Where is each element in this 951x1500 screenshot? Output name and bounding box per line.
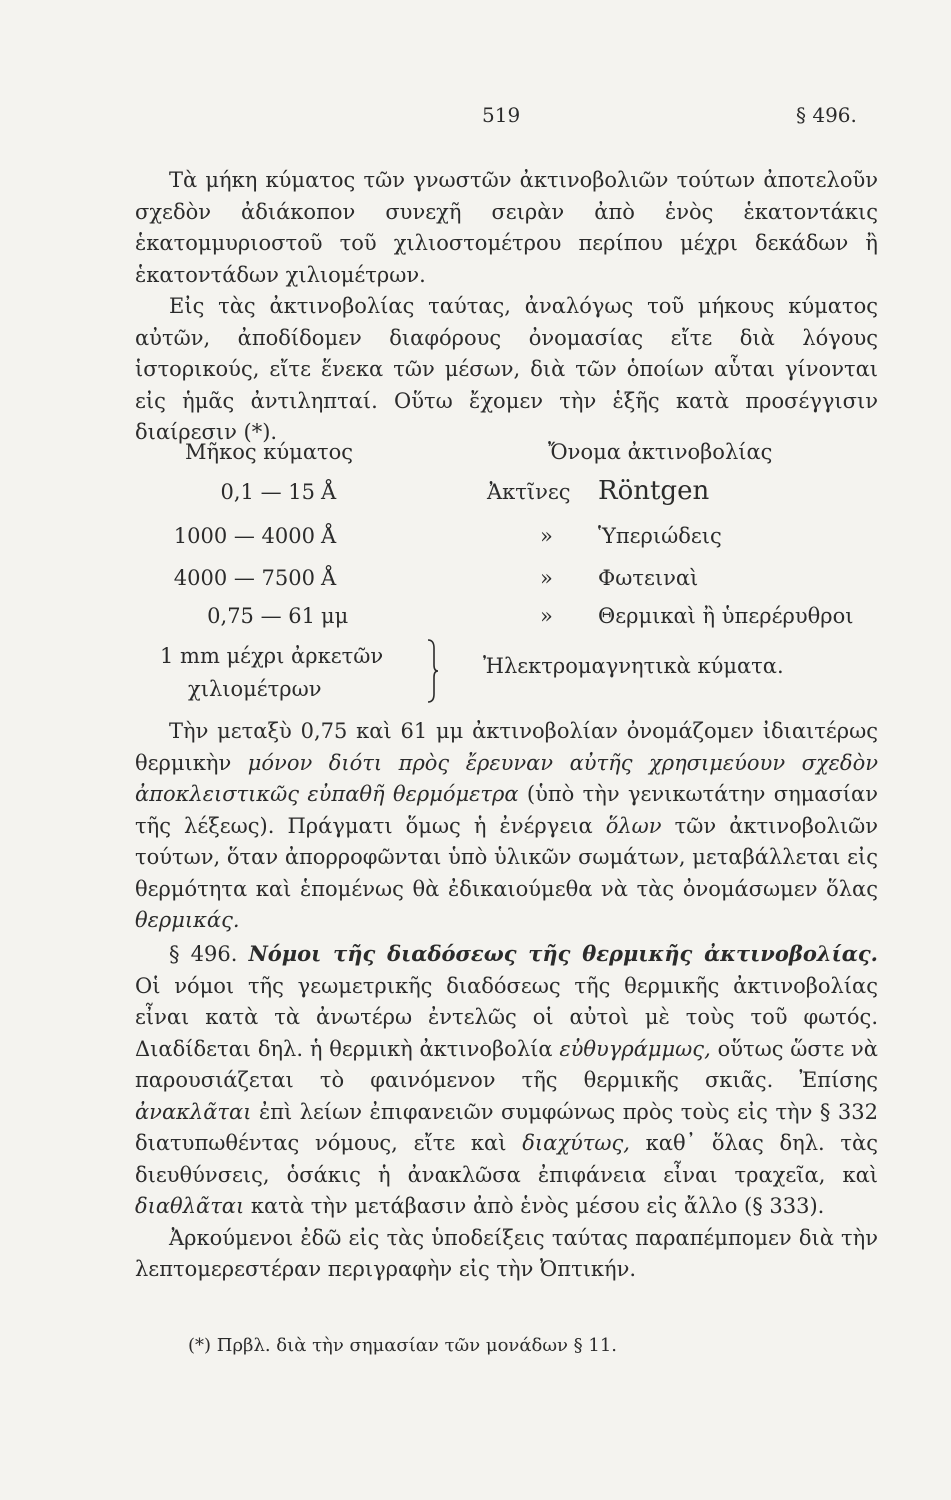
table-header-wavelength: Μῆκος κύματος (185, 440, 354, 464)
italic-run: μόνον διότι πρὸς ἔρευναν αὐτῆς χρησιμεύουν σχεδὸν ἀποκλειστικῶς εὐπαθῆ θερμόμετρα (135, 750, 878, 806)
footnote: (*) Πρβλ. διὰ τὴν σημασίαν τῶν μονάδων § 11. (188, 1335, 618, 1356)
radiation-name: Röntgen (598, 476, 710, 506)
text-run: καθ᾽ ὅλας δηλ. τὰς διευθύνσεις, ὁσάκις ἡ ἀνακλῶσα ἐπιφάνεια εἶναι τραχεῖα, καὶ (135, 1131, 878, 1187)
radiation-name: Ὑπεριώδεις (598, 524, 722, 548)
table-row (135, 566, 895, 602)
section-paragraph-1 (135, 938, 878, 1223)
text-run: Τὴν μεταξὺ 0,75 καὶ 61 μμ ἀκτινοβολίαν ὀνομάζομεν ἰδιαιτέρως θερμικὴν (135, 719, 878, 775)
page-number: 519 (482, 103, 521, 127)
table-row (135, 604, 895, 640)
text-run: κατὰ τὴν μετάβασιν ἀπὸ ἑνὸς μέσου εἰς ἄλλο (§ 333). (250, 1194, 825, 1218)
italic-run: εὐθυγράμμως, (559, 1036, 711, 1061)
intro-paragraph-2: Εἰς τὰς ἀκτινοβολίας ταύτας, ἀναλόγως τοῦ μήκους κύματος αὐτῶν, ἀποδίδομεν διαφόρους ὀνομασίας εἴτε διὰ λόγους ἱστορικούς, εἴτε ἕνεκα τῶν μέσων, διὰ τῶν ὁποίων αὗται γίνονται εἰς ἡμᾶς ἀντιληπταί. Οὕτω ἔχομεν τὴν ἑξῆς κατὰ προσέγγισιν διαίρεσιν (*). (135, 294, 878, 444)
italic-run: ὅλων (605, 813, 662, 838)
table-row (135, 476, 895, 516)
italic-run: θερμικάς. (135, 908, 240, 932)
unit: μμ (321, 604, 349, 628)
ditto-mark: » (540, 604, 553, 628)
table-header-radiation-name: Ὄνομα ἀκτινοβολίας (548, 440, 773, 464)
last-range-line-1: 1 mm μέχρι ἀρκετῶν (160, 644, 384, 668)
thermal-paragraph (135, 716, 878, 937)
section-paragraph-2: Ἀρκούμενοι ἐδῶ εἰς τὰς ὑποδείξεις ταύτας παραπέμπομεν διὰ τὴν λεπτομερεστέραν περιγραφὴν εἰς τὴν Ὀπτικήν. (135, 1225, 878, 1281)
ditto-mark: » (540, 524, 553, 548)
text-run: τῶν ἀκτινοβολιῶν τούτων, ὅταν ἀπορροφῶνται ὑπὸ ὑλικῶν σωμάτων, μεταβάλλεται εἰς θερμότητα καὶ ἑπομένως θὰ ἐδικαιούμεθα νὰ τὰς ὀνομάσωμεν ὅλας (135, 813, 878, 901)
page-header (0, 95, 951, 135)
name-prefix: Ἀκτῖνες (487, 480, 571, 504)
section-496 (135, 938, 878, 1286)
wavelength-range: 0,1 — 15 (220, 480, 315, 504)
last-range-line-2: χιλιομέτρων (188, 677, 322, 701)
radiation-name: Ἠλεκτρομαγνητικὰ κύματα. (483, 654, 784, 678)
wavelength-range: 1000 — 4000 (173, 524, 315, 548)
text-run: ἐπὶ λείων ἐπιφανειῶν συμφώνως πρὸς τοὺς εἰς τὴν § 332 διατυπωθέντας νόμους, εἴτε καὶ (135, 1099, 878, 1155)
section-number: § 496. (169, 942, 238, 966)
intro-paragraph-1: Τὰ μήκη κύματος τῶν γνωστῶν ἀκτινοβολιῶν τούτων ἀποτελοῦν σχεδὸν ἀδιάκοπον συνεχῆ σειρὰν ἀπὸ ἑνὸς ἑκατοντάκις ἑκατομμυριοστοῦ τοῦ χιλιοστομέτρου περίπου μέχρι δεκάδων ἢ ἑκατοντάδων χιλιομέτρων. (135, 168, 878, 287)
wavelength-range: 4000 — 7500 (173, 566, 315, 590)
unit: Å (321, 566, 337, 590)
body-text (135, 716, 878, 937)
italic-run: διαχύτως, (522, 1131, 630, 1155)
wavelength-table (135, 440, 895, 710)
italic-run: διαθλᾶται (135, 1194, 245, 1218)
curly-brace-icon (425, 638, 439, 704)
radiation-name: Θερμικαὶ ἢ ὑπερέρυθροι (598, 604, 854, 628)
radiation-name: Φωτειναὶ (598, 566, 699, 590)
text-run: οὕτως ὥστε νὰ παρουσιάζεται τὸ φαινόμενον τῆς θερμικῆς σκιᾶς. Ἐπίσης (135, 1036, 878, 1092)
running-section: § 496. (796, 103, 857, 127)
unit: Å (321, 524, 337, 548)
text-run: (ὑπὸ τὴν γενικωτάτην σημασίαν τῆς λέξεως). Πράγματι ὅμως ἡ ἐνέργεια (135, 782, 878, 838)
italic-run: ἀνακλᾶται (135, 1099, 252, 1124)
text-run: Οἱ νόμοι τῆς γεωμετρικῆς διαδόσεως τῆς θερμικῆς ἀκτινοβολίας εἶναι κατὰ τὰ ἀνωτέρω ἐντελῶς οἱ αὐτοὶ μὲ τοὺς τοῦ φωτός. Διαδίδεται δηλ. ἡ θερμικὴ ἀκτινοβολία (135, 973, 878, 1061)
intro-text (135, 165, 878, 449)
unit: Å (321, 480, 337, 504)
wavelength-range: 0,75 — 61 (207, 604, 315, 628)
last-wavelength-range (135, 640, 435, 706)
ditto-mark: » (540, 566, 553, 590)
table-row (135, 524, 895, 560)
section-title: Νόμοι τῆς διαδόσεως τῆς θερμικῆς ἀκτινοβολίας. (248, 941, 878, 966)
